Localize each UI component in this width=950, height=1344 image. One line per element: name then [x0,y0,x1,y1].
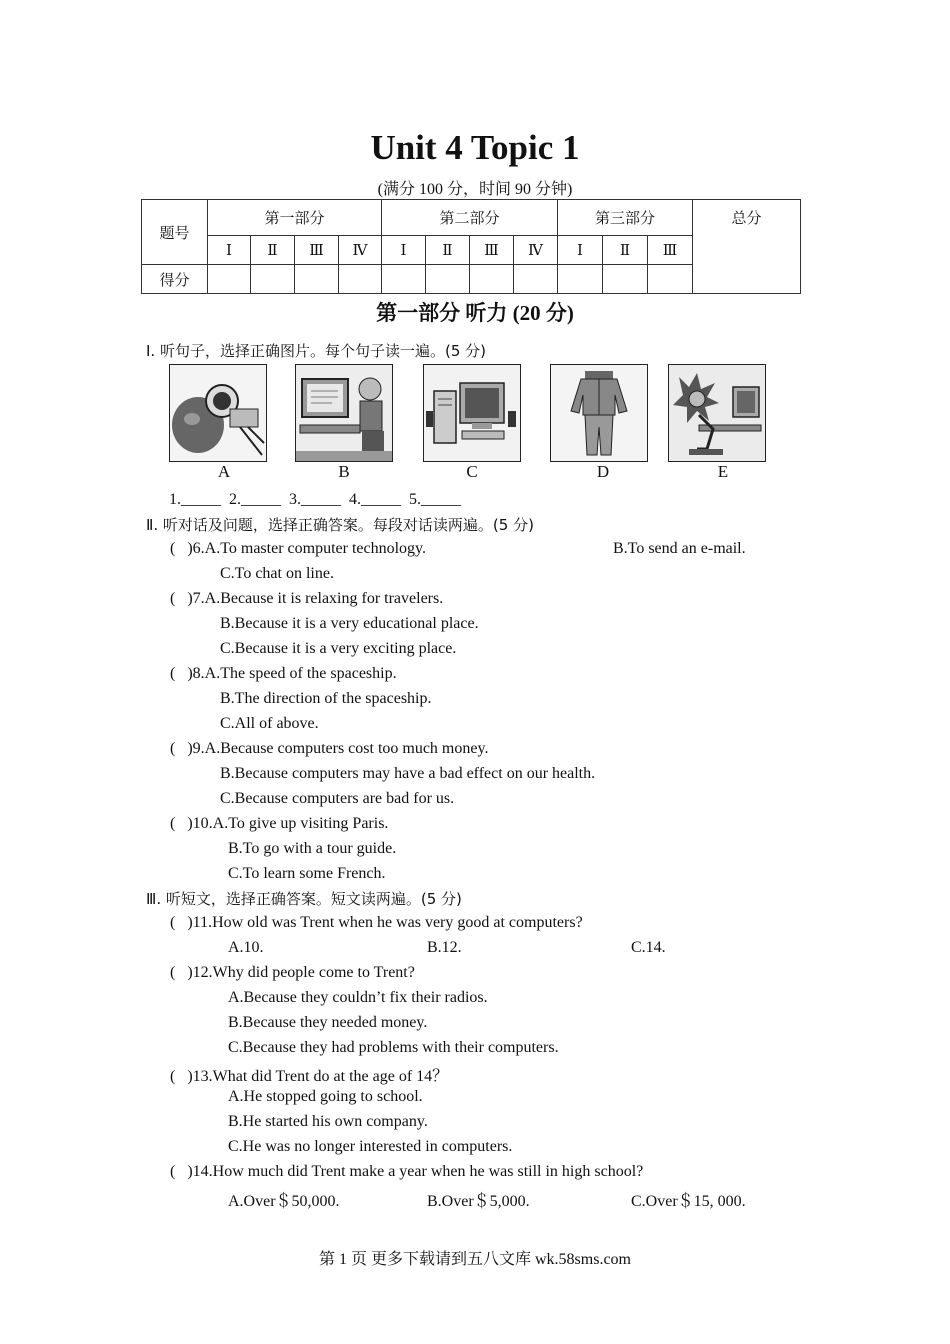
option-c: C.To chat on line. [220,565,334,582]
score-table [141,199,801,294]
option-c: C.Because they had problems with their computers. [228,1039,559,1056]
total-label: 总分 [731,211,762,227]
col-label: Ⅰ [558,236,603,265]
image-label: A [217,462,231,481]
col-label: Ⅱ [426,236,470,265]
question-stem: ( )12.Why did people come to Trent? [170,964,415,981]
option-b: B.Because it is a very educational place. [220,615,479,632]
col-label: Ⅲ [295,236,339,265]
question-stem: ( )9.A.Because computers cost too much money. [170,740,489,757]
col-label: Ⅱ [251,236,295,265]
score-cell[interactable] [470,265,514,294]
section3-instruction: Ⅲ. 听短文，选择正确答案。短文读两遍。(5 分) [146,890,462,908]
option-c: C.To learn some French. [228,865,386,882]
score-cell[interactable] [251,265,295,294]
dizzy-computer-icon [668,364,766,462]
col-label: Ⅲ [648,236,693,265]
question-stem: ( )8.A.The speed of the spaceship. [170,665,397,682]
option-a: A.10. [228,939,264,956]
option-c: C.Because computers are bad for us. [220,790,455,807]
option-c: C.All of above. [220,715,319,732]
option-a: A.He stopped going to school. [228,1088,423,1105]
desktop-computer-icon [423,364,521,462]
image-label: E [717,462,729,481]
option-c: C.14. [631,939,666,956]
score-cell[interactable] [514,265,558,294]
score-cell[interactable] [382,265,426,294]
option-c: C.Because it is a very exciting place. [220,640,457,657]
col-label: Ⅳ [339,236,382,265]
question-stem: ( )10.A.To give up visiting Paris. [170,815,389,832]
option-b: B.12. [427,939,462,956]
section1-instruction: Ⅰ. 听句子，选择正确图片。每个句子读一遍。(5 分) [146,342,486,360]
question-stem: ( )13.What did Trent do at the age of 14？ [170,1068,449,1085]
score-cell[interactable] [208,265,251,294]
part1-heading: 第一部分 听力 (20 分) [376,301,574,325]
question-stem: ( )7.A.Because it is relaxing for travelers. [170,590,444,607]
option-b: B.To go with a tour guide. [228,840,397,857]
row-label-number: 题号 [142,200,208,265]
question-stem: ( )14.How much did Trent make a year when he was still in high school? [170,1163,644,1180]
option-b: B.Over＄5,000. [427,1193,530,1210]
option-c: C.He was no longer interested in computers. [228,1138,513,1155]
question-stem: ( )11.How old was Trent when he was very good at computers? [170,914,583,931]
col-label: Ⅲ [470,236,514,265]
total-header [693,200,801,294]
col-label: Ⅰ [208,236,251,265]
page-title: Unit 4 Topic 1 [370,128,580,167]
score-cell[interactable] [603,265,648,294]
astronaut-icon [169,364,267,462]
option-b: B.He started his own company. [228,1113,428,1130]
clothes-icon [550,364,648,462]
image-label: B [338,462,350,481]
score-cell[interactable] [648,265,693,294]
part3-header: 第三部分 [558,200,693,236]
score-cell[interactable] [339,265,382,294]
option-b: B.To send an e-mail. [613,540,746,557]
option-b: B.Because computers may have a bad effect on our health. [220,765,596,782]
col-label: Ⅱ [603,236,648,265]
col-label: Ⅰ [382,236,426,265]
score-cell[interactable] [295,265,339,294]
option-a: A.Because they couldn’t fix their radios. [228,989,488,1006]
part1-header: 第一部分 [208,200,382,236]
image-label: C [466,462,478,481]
section2-instruction: Ⅱ. 听对话及问题，选择正确答案。每段对话读两遍。(5 分) [146,516,534,534]
option-c: C.Over＄15, 000. [631,1193,746,1210]
boy-computer-icon [295,364,393,462]
row-label-score: 得分 [142,265,208,294]
score-cell[interactable] [558,265,603,294]
page-footer: 第 1 页 更多下载请到五八文库 wk.58sms.com [318,1251,631,1268]
col-label: Ⅳ [514,236,558,265]
answer-blanks[interactable]: 1._____ 2._____ 3._____ 4._____ 5._____ [169,491,461,508]
score-cell[interactable] [426,265,470,294]
question-stem: ( )6.A.To master computer technology. [170,540,426,557]
page-subtitle: (满分 100 分，时间 90 分钟) [377,181,573,198]
part2-header: 第二部分 [382,200,558,236]
option-b: B.The direction of the spaceship. [220,690,432,707]
option-b: B.Because they needed money. [228,1014,428,1031]
option-a: A.Over＄50,000. [228,1193,340,1210]
image-label: D [596,462,610,481]
